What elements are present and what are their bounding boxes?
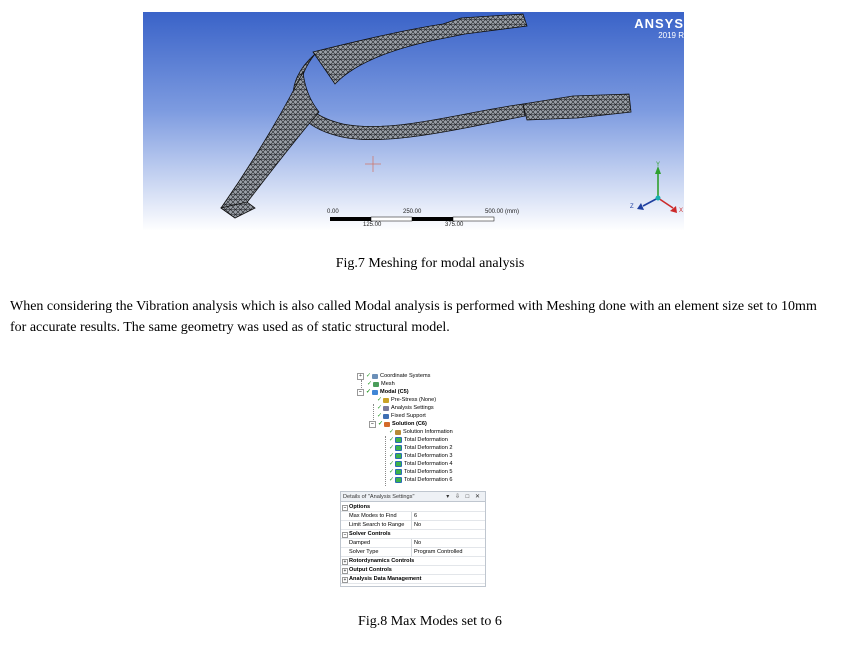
- modal-analysis-icon: [372, 390, 378, 395]
- check-icon: ✓: [389, 477, 395, 483]
- tree-item-total-deformation-4[interactable]: [389, 460, 453, 468]
- analysis-settings-icon: [383, 406, 389, 411]
- collapse-icon[interactable]: −: [343, 505, 347, 510]
- solution-icon: [384, 422, 390, 427]
- row-limit-search[interactable]: Limit Search to Range No: [341, 521, 485, 530]
- check-icon: ✓: [377, 405, 383, 411]
- figure-7-caption: Fig.7 Meshing for modal analysis: [335, 256, 525, 271]
- check-icon: ✓: [366, 373, 372, 379]
- row-max-modes[interactable]: Max Modes to Find 6: [341, 512, 485, 521]
- check-icon: ✓: [389, 469, 395, 475]
- scale-bar: [330, 217, 494, 221]
- deformation-result-icon: [395, 453, 402, 459]
- figure-8-caption: Fig.8 Max Modes set to 6: [358, 614, 502, 629]
- check-icon: ✓: [389, 453, 395, 459]
- row-damped[interactable]: Damped No: [341, 539, 485, 548]
- check-icon: ✓: [367, 381, 373, 387]
- tree-item-modal[interactable]: [357, 388, 409, 396]
- deformation-result-icon: [395, 461, 402, 467]
- deformation-result-icon: [395, 437, 402, 443]
- details-panel: [340, 491, 486, 587]
- ansys-version: 2019 R: [658, 31, 684, 40]
- tree-label: Total Deformation 4: [404, 461, 453, 467]
- tree-label: Mesh: [381, 381, 395, 387]
- tree-item-total-deformation-3[interactable]: [389, 452, 453, 460]
- mesh-viewport-image: [143, 12, 684, 231]
- tree-label: Solution Information: [403, 429, 453, 435]
- collapse-icon[interactable]: −: [343, 532, 347, 537]
- solver-type-value[interactable]: Program Controlled: [411, 548, 463, 557]
- tree-label: Coordinate Systems: [380, 373, 431, 379]
- section-output-controls[interactable]: + Output Controls: [341, 566, 485, 575]
- tree-label: Modal (C5): [380, 389, 409, 395]
- check-icon: ✓: [389, 437, 395, 443]
- scale-label: 375.00: [445, 222, 464, 228]
- panel-controls[interactable]: ▾ ⇩ □ ✕: [446, 494, 482, 500]
- tree-item-coordinate-systems[interactable]: [357, 372, 430, 380]
- limit-search-value[interactable]: No: [411, 521, 421, 530]
- tree-item-analysis-settings[interactable]: [377, 404, 434, 412]
- expand-icon[interactable]: +: [343, 568, 347, 573]
- project-tree: [340, 370, 486, 490]
- tree-label: Total Deformation 2: [404, 445, 453, 451]
- check-icon: ✓: [377, 397, 383, 403]
- fixed-support-icon: [383, 414, 389, 419]
- coordinate-systems-icon: [372, 374, 378, 379]
- tree-item-solution[interactable]: [369, 420, 427, 428]
- axis-x-label: X: [679, 208, 684, 214]
- prestress-icon: [383, 398, 389, 403]
- section-options[interactable]: − Options: [341, 503, 485, 512]
- tree-label: Total Deformation 6: [404, 477, 453, 483]
- tree-label: Solution (C6): [392, 421, 427, 427]
- deformation-result-icon: [395, 445, 402, 451]
- tree-label: Analysis Settings: [391, 405, 434, 411]
- mesh-icon: [373, 382, 379, 387]
- tree-label: Fixed Support: [391, 413, 426, 419]
- row-solver-type[interactable]: Solver Type Program Controlled: [341, 548, 485, 557]
- tree-item-total-deformation-2[interactable]: [389, 444, 453, 452]
- axis-triad: [637, 166, 677, 213]
- expand-icon[interactable]: +: [343, 577, 347, 582]
- mesh-geometry: [143, 12, 684, 231]
- tree-item-prestress[interactable]: [377, 396, 436, 404]
- collapse-icon[interactable]: −: [369, 421, 376, 428]
- tree-item-fixed-support[interactable]: [377, 412, 426, 420]
- details-header: [341, 492, 485, 502]
- scale-label: 125.00: [363, 222, 382, 228]
- tree-label: Total Deformation 3: [404, 453, 453, 459]
- check-icon: ✓: [389, 429, 395, 435]
- check-icon: ✓: [378, 421, 384, 427]
- axis-z-label: Z: [630, 204, 634, 210]
- check-icon: ✓: [377, 413, 383, 419]
- tree-item-mesh[interactable]: [367, 380, 395, 388]
- body-paragraph: When considering the Vibration analysis which is also called Modal analysis is performed with Meshing done with an element size set to 10mm for accurate results. The same geometry was used as of static structural model.: [10, 299, 817, 335]
- section-analysis-data[interactable]: + Analysis Data Management: [341, 575, 485, 584]
- check-icon: ✓: [366, 389, 372, 395]
- deformation-result-icon: [395, 469, 402, 475]
- collapse-icon[interactable]: −: [357, 389, 364, 396]
- max-modes-value[interactable]: 6: [411, 512, 417, 521]
- tree-item-total-deformation-5[interactable]: [389, 468, 453, 476]
- tree-item-solution-information[interactable]: [389, 428, 453, 436]
- scale-label: 250.00: [403, 209, 422, 215]
- section-rotordynamics[interactable]: + Rotordynamics Controls: [341, 557, 485, 566]
- details-title: Details of "Analysis Settings": [343, 494, 415, 500]
- tree-label: Total Deformation 5: [404, 469, 453, 475]
- tree-label: Pre-Stress (None): [391, 397, 437, 403]
- ansys-logo: ANSYS: [634, 16, 684, 31]
- check-icon: ✓: [389, 445, 395, 451]
- scale-label: 0.00: [327, 209, 339, 215]
- tree-item-total-deformation-6[interactable]: [389, 476, 453, 484]
- axis-y-label: Y: [656, 162, 661, 168]
- expand-icon[interactable]: +: [357, 373, 364, 380]
- damped-value[interactable]: No: [411, 539, 421, 548]
- tree-label: Total Deformation: [404, 437, 448, 443]
- expand-icon[interactable]: +: [343, 559, 347, 564]
- origin-marker: [365, 156, 381, 172]
- scale-label: 500.00 (mm): [485, 209, 520, 215]
- section-solver-controls[interactable]: − Solver Controls: [341, 530, 485, 539]
- solution-information-icon: [395, 430, 401, 435]
- deformation-result-icon: [395, 477, 402, 483]
- tree-item-total-deformation[interactable]: [389, 436, 448, 444]
- check-icon: ✓: [389, 461, 395, 467]
